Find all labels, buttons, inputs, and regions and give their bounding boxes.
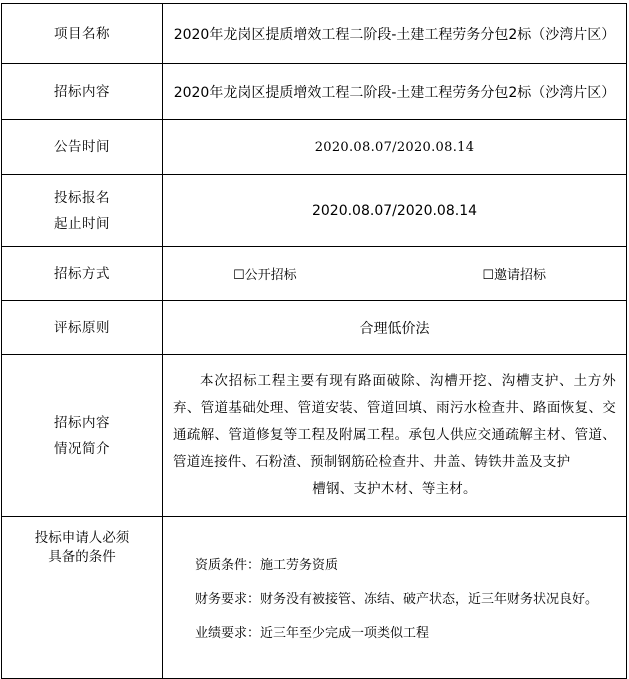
open-tender-checkbox[interactable]: ☐公开招标	[233, 268, 297, 283]
application-time-label	[2, 175, 163, 247]
conditions-label-line2: 具备的条件	[48, 549, 116, 565]
conditions-label-line1: 投标申请人必须	[34, 530, 130, 546]
row-application-time	[2, 175, 627, 247]
tender-content-value: 2020年龙岗区提质增效工程二阶段-土建工程劳务分包2标（沙湾片区）	[163, 64, 627, 120]
project-name-label: 项目名称	[2, 4, 163, 64]
summary-paragraph: 本次招标工程主要有现有路面破除、沟槽开挖、沟槽支护、土方外弃、管道基础处理、管道安装、管道回填、雨污水检查井、路面恢复、交通疏解、管道修复等工程及附属工程。承包人供应交通疏解主材、管道、管道连接件、石粉渣、预制钢筋砼检查井、井盖、铸铁井盖及支护	[173, 373, 616, 470]
evaluation-label: 评标原则	[2, 301, 163, 355]
notice-time-label: 公告时间	[2, 120, 163, 175]
conditions-text	[163, 517, 627, 679]
summary-text	[163, 355, 627, 517]
row-evaluation	[2, 301, 627, 355]
tender-method-options	[163, 247, 627, 301]
row-tender-method	[2, 247, 627, 301]
finance-condition: 财务要求：财务没有被接管、冻结、破产状态，近三年财务状况良好。	[195, 592, 599, 607]
row-tender-content	[2, 64, 627, 120]
application-time-label-line2: 起止时间	[54, 215, 110, 232]
summary-last-line: 槽钢、支护木材、等主材。	[312, 481, 477, 497]
qualification-condition: 资质条件：施工劳务资质	[195, 558, 339, 573]
tender-info-table	[1, 3, 627, 679]
summary-label-line1: 招标内容	[54, 414, 110, 431]
tender-method-label: 招标方式	[2, 247, 163, 301]
row-conditions	[2, 517, 627, 679]
row-project-name	[2, 4, 627, 64]
tender-content-label: 招标内容	[2, 64, 163, 120]
row-summary	[2, 355, 627, 517]
project-name-value: 2020年龙岗区提质增效工程二阶段-土建工程劳务分包2标（沙湾片区）	[163, 4, 627, 64]
application-time-label-line1: 投标报名	[54, 189, 110, 206]
summary-label-line2: 情况简介	[54, 440, 110, 457]
application-time-value: 2020.08.07/2020.08.14	[163, 175, 627, 247]
row-notice-time	[2, 120, 627, 175]
evaluation-value: 合理低价法	[163, 301, 627, 355]
summary-label	[2, 355, 163, 517]
invited-tender-checkbox[interactable]: ☐邀请招标	[482, 268, 546, 283]
notice-time-value: 2020.08.07/2020.08.14	[163, 120, 627, 175]
performance-condition: 业绩要求：近三年至少完成一项类似工程	[195, 626, 430, 641]
conditions-label	[2, 517, 163, 679]
